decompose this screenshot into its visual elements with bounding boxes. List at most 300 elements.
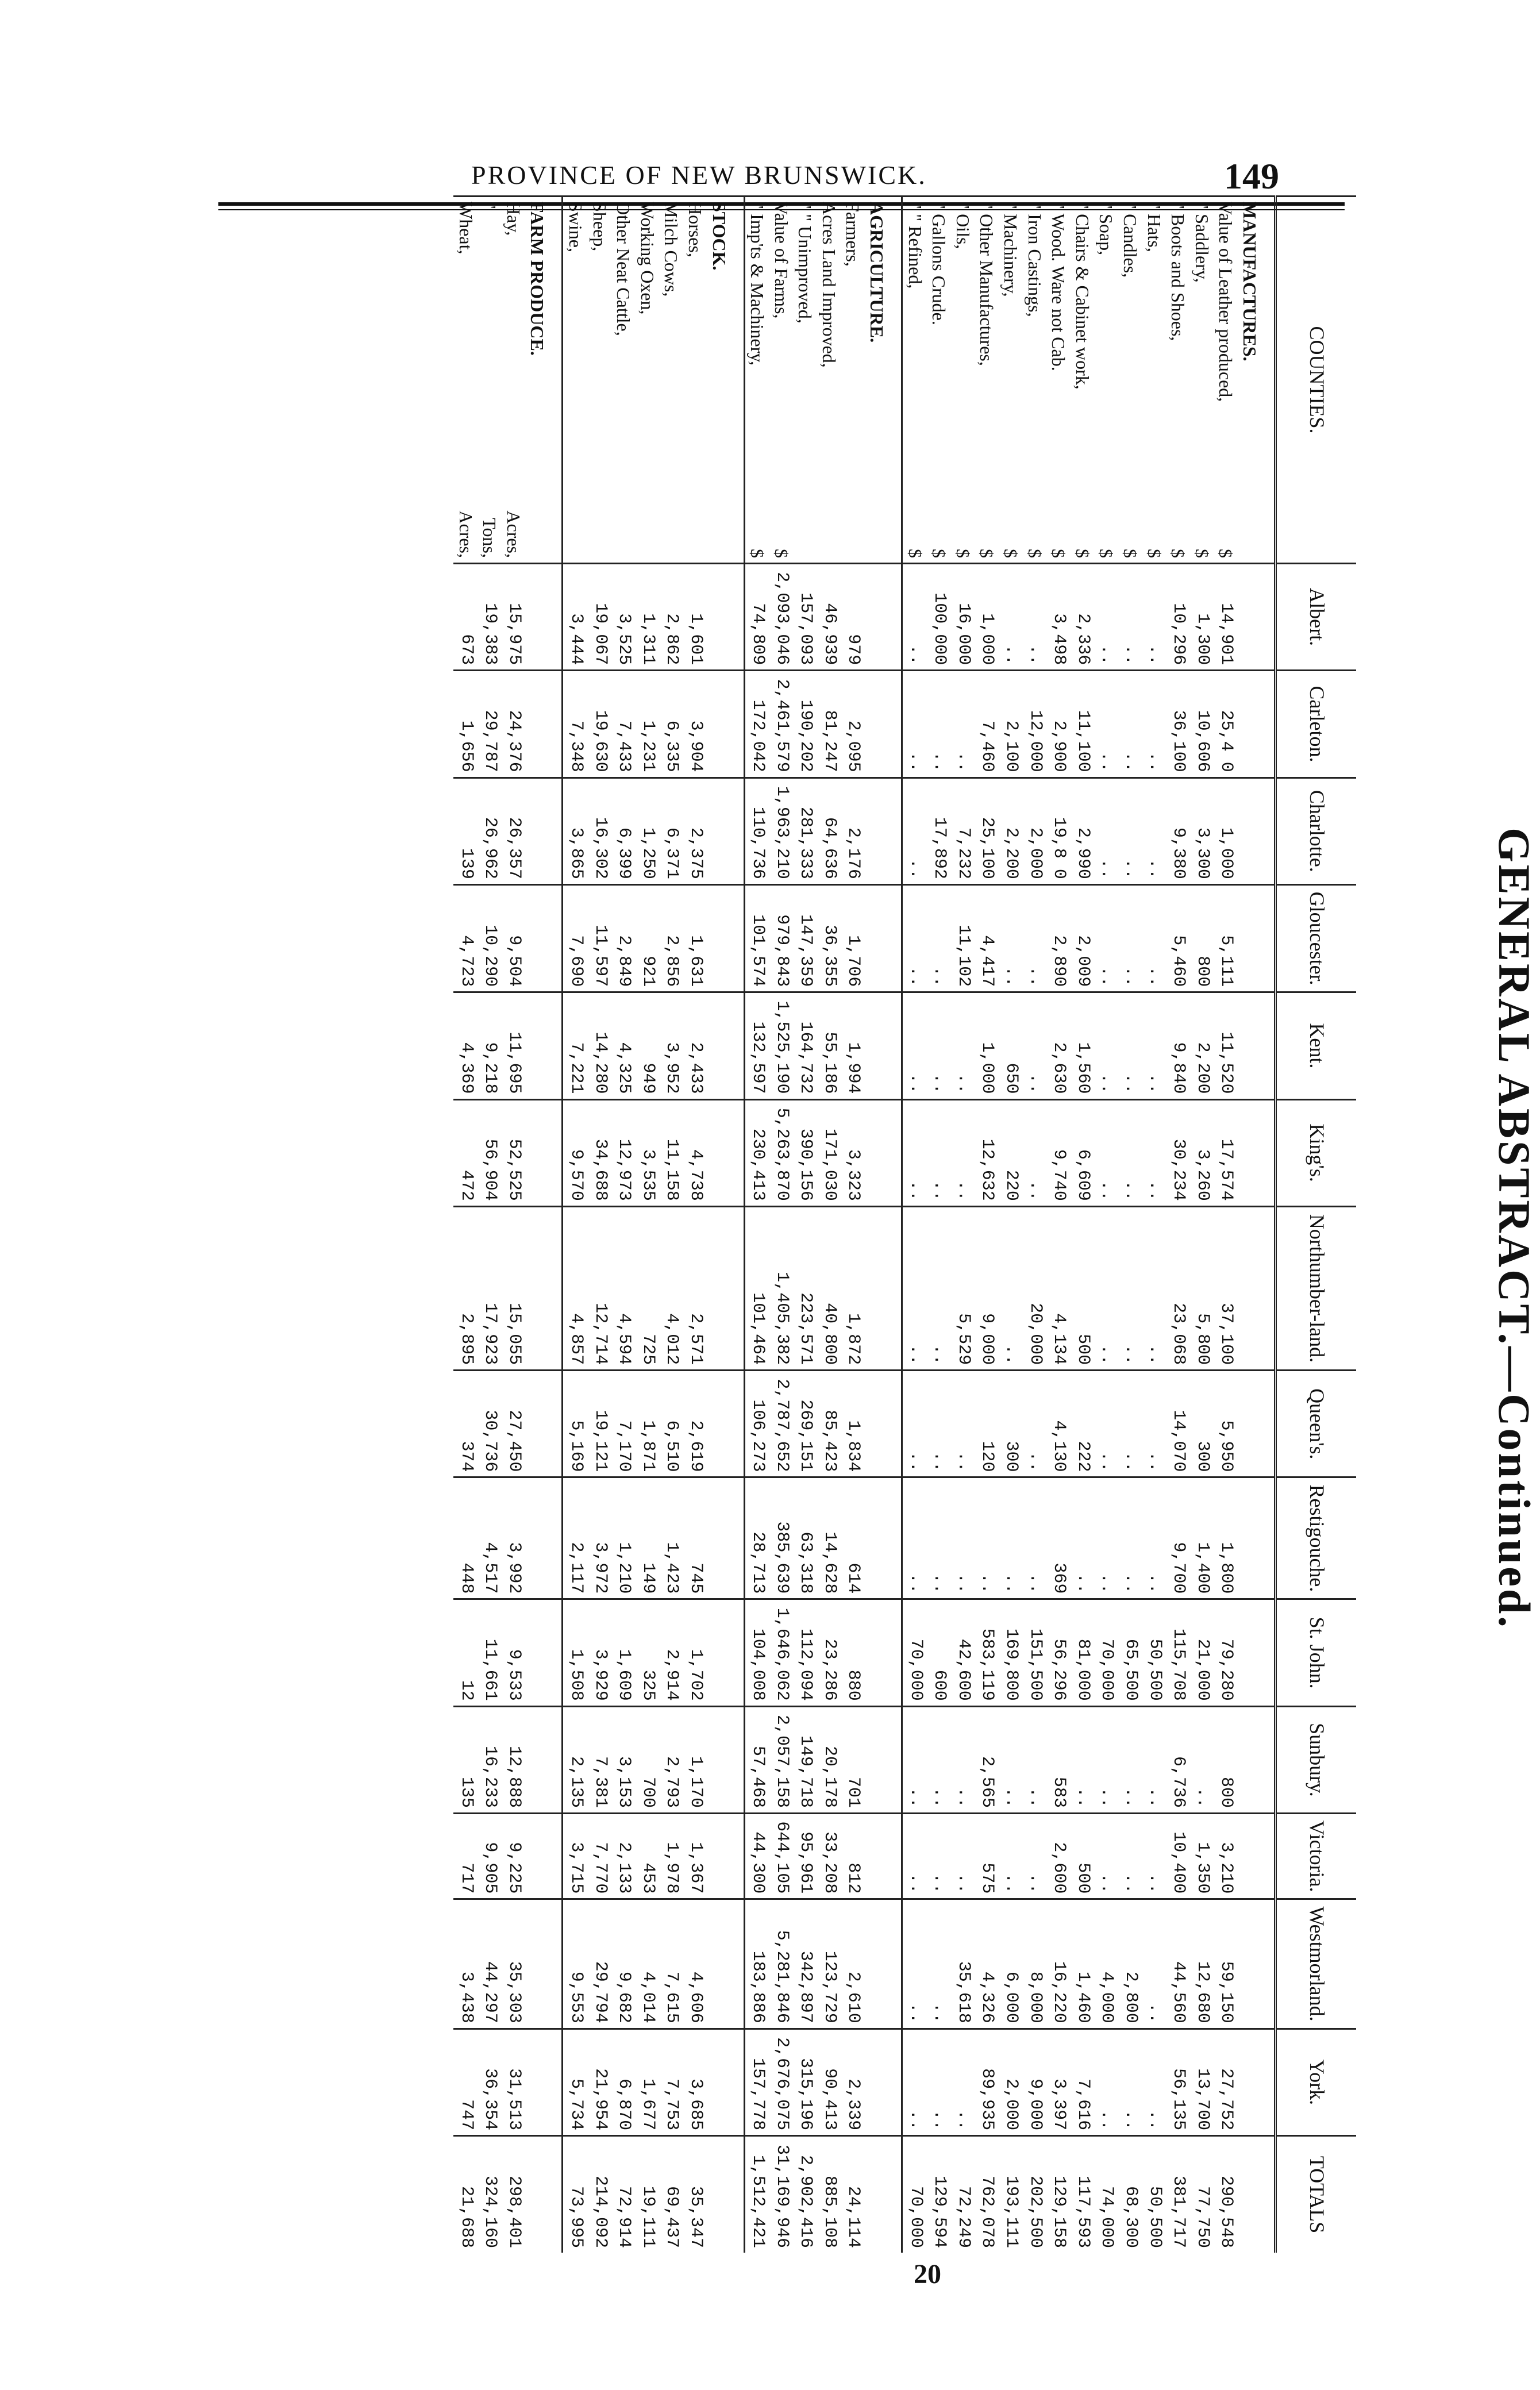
row-label-text: " Iron Castings, (1024, 202, 1045, 317)
column-header: Charlotte. (1276, 778, 1357, 884)
table-row (1046, 197, 1071, 2253)
value-cell: .. (950, 1477, 975, 1599)
value-cell: 9,000 (1022, 2029, 1046, 2135)
value-cell: 14,070 (1166, 1371, 1190, 1477)
total-cell: 1,512,421 (744, 2136, 769, 2253)
value-cell: 1,560 (1070, 992, 1094, 1099)
total-cell: 298,401 (501, 2136, 525, 2253)
row-unit: $ (904, 549, 926, 558)
value-cell: 4,857 (563, 1206, 587, 1370)
total-cell: 129,158 (1046, 2136, 1071, 2253)
value-cell: 644,105 (769, 1814, 793, 1899)
value-cell: 2,793 (659, 1706, 683, 1813)
value-cell: .. (1142, 884, 1166, 992)
table-row (927, 197, 951, 2253)
total-cell: 72,249 (950, 2136, 975, 2253)
value-cell: 20,178 (817, 1706, 841, 1813)
table-row (902, 197, 927, 2253)
value-cell: 2,856 (659, 884, 683, 992)
value-cell: .. (998, 1814, 1022, 1899)
value-cell: 2,610 (841, 1899, 865, 2029)
empty-cell (1237, 671, 1275, 778)
value-cell: 7,433 (611, 671, 636, 778)
row-label (744, 197, 769, 564)
value-cell: 6,399 (611, 778, 636, 884)
total-cell: 74,000 (1094, 2136, 1118, 2253)
row-label (683, 197, 707, 564)
value-cell: .. (1118, 1706, 1142, 1813)
table-body (453, 197, 1276, 2253)
value-cell: 183,886 (744, 1899, 769, 2029)
row-label-text: " Wood. Ware not Cab. (1048, 202, 1069, 371)
value-cell: 9,740 (1046, 1099, 1071, 1206)
value-cell: 151,500 (1022, 1599, 1046, 1706)
table-row (744, 197, 769, 2253)
value-cell: 745 (683, 1477, 707, 1599)
value-cell: .. (1022, 1371, 1046, 1477)
value-cell: 1,677 (635, 2029, 659, 2135)
value-cell: 19,383 (478, 564, 502, 671)
row-label (841, 197, 865, 564)
value-cell: 36,100 (1166, 671, 1190, 778)
value-cell: 16,302 (587, 778, 611, 884)
table-row (587, 197, 611, 2253)
value-cell: 74,809 (744, 564, 769, 671)
value-cell: .. (1118, 1099, 1142, 1206)
value-cell: 3,153 (611, 1706, 636, 1813)
value-cell: .. (1094, 1706, 1118, 1813)
empty-cell (525, 1099, 563, 1206)
value-cell: 3,210 (1214, 1814, 1238, 1899)
value-cell: 11,597 (587, 884, 611, 992)
value-cell: 4,014 (635, 1899, 659, 2029)
value-cell: 59,150 (1214, 1899, 1238, 2029)
value-cell: 157,093 (793, 564, 817, 671)
row-label-text: " Candles, (1120, 202, 1141, 278)
value-cell: 614 (841, 1477, 865, 1599)
page-number: 149 (1224, 156, 1279, 197)
value-cell: 2,000 (998, 2029, 1022, 2135)
row-label (950, 197, 975, 564)
value-cell: 4,606 (683, 1899, 707, 2029)
value-cell: 2,057,158 (769, 1706, 793, 1813)
row-label-text: " Hats, (1144, 202, 1165, 252)
value-cell: 12,632 (975, 1099, 999, 1206)
value-cell: 6,510 (659, 1371, 683, 1477)
empty-cell (707, 1706, 744, 1813)
value-cell: 33,208 (817, 1814, 841, 1899)
empty-cell (707, 884, 744, 992)
value-cell: 1,963,210 (769, 778, 793, 884)
row-unit: $ (1096, 549, 1117, 558)
value-cell: .. (1142, 1206, 1166, 1370)
value-cell: 9,570 (563, 1099, 587, 1206)
row-label-text: " " Unimproved, (795, 202, 816, 324)
total-cell: 885,108 (817, 2136, 841, 2253)
row-unit: $ (1215, 549, 1237, 558)
value-cell: 15,975 (501, 564, 525, 671)
total-cell: 19,111 (635, 2136, 659, 2253)
value-cell: .. (950, 1099, 975, 1206)
value-cell: .. (1022, 1477, 1046, 1599)
row-unit: $ (929, 549, 950, 558)
value-cell: 3,498 (1046, 564, 1071, 671)
row-label-text: " Oils, (952, 202, 973, 249)
value-cell: 7,170 (611, 1371, 636, 1477)
empty-cell (865, 2136, 902, 2253)
value-cell: 10,290 (478, 884, 502, 992)
value-cell: 9,218 (478, 992, 502, 1099)
value-cell: 1,871 (635, 1371, 659, 1477)
value-cell: .. (927, 884, 951, 992)
value-cell: 104,008 (744, 1599, 769, 1706)
total-cell: 77,750 (1189, 2136, 1214, 2253)
empty-cell (525, 671, 563, 778)
value-cell: 4,517 (478, 1477, 502, 1599)
value-cell: 453 (635, 1814, 659, 1899)
total-cell: 193,111 (998, 2136, 1022, 2253)
value-cell: 1,525,190 (769, 992, 793, 1099)
row-label-text: " Other Manufactures, (976, 202, 998, 366)
value-cell: 12 (453, 1599, 478, 1706)
row-unit: $ (747, 549, 768, 558)
row-label (1070, 197, 1094, 564)
value-cell: 269,151 (793, 1371, 817, 1477)
value-cell: 5,281,846 (769, 1899, 793, 2029)
value-cell: 10,606 (1189, 671, 1214, 778)
value-cell: 1,994 (841, 992, 865, 1099)
value-cell: .. (902, 1477, 927, 1599)
value-cell: 6,870 (611, 2029, 636, 2135)
value-cell: .. (1094, 1477, 1118, 1599)
value-cell: 17,892 (927, 778, 951, 884)
value-cell: 11,661 (478, 1599, 502, 1706)
column-header: St. John. (1276, 1599, 1357, 1706)
value-cell: 44,297 (478, 1899, 502, 2029)
value-cell: 7,753 (659, 2029, 683, 2135)
value-cell: 3,865 (563, 778, 587, 884)
empty-cell (707, 1599, 744, 1706)
value-cell: 147,359 (793, 884, 817, 992)
row-label (501, 197, 525, 564)
value-cell: .. (1022, 992, 1046, 1099)
value-cell: .. (1094, 1099, 1118, 1206)
value-cell: 28,713 (744, 1477, 769, 1599)
value-cell: 23,068 (1166, 1206, 1190, 1370)
value-cell: 10,400 (1166, 1814, 1190, 1899)
value-cell: 89,935 (975, 2029, 999, 2135)
empty-cell (525, 1477, 563, 1599)
abstract-table (453, 195, 1356, 2253)
row-label-text: Value of Farms, (771, 202, 792, 319)
row-unit: $ (952, 549, 973, 558)
value-cell: 342,897 (793, 1899, 817, 2029)
table-row (841, 197, 865, 2253)
empty-cell (865, 1477, 902, 1599)
value-cell: 157,778 (744, 2029, 769, 2135)
value-cell: 3,397 (1046, 2029, 1071, 2135)
value-cell: 139 (453, 778, 478, 884)
value-cell: 2,100 (998, 671, 1022, 778)
value-cell: 81,247 (817, 671, 841, 778)
value-cell: 2,630 (1046, 992, 1071, 1099)
value-cell: 1,400 (1189, 1477, 1214, 1599)
value-cell: 81,000 (1070, 1599, 1094, 1706)
row-unit: Acres, (455, 510, 476, 558)
value-cell: 95,961 (793, 1814, 817, 1899)
empty-cell (525, 778, 563, 884)
total-cell: 324,160 (478, 2136, 502, 2253)
value-cell: 4,325 (611, 992, 636, 1099)
row-label-text: " Chairs & Cabinet work, (1072, 202, 1093, 390)
value-cell: 2,375 (683, 778, 707, 884)
total-cell: 117,593 (1070, 2136, 1094, 2253)
value-cell: 2,619 (683, 1371, 707, 1477)
empty-cell (1237, 2136, 1275, 2253)
column-header: King's. (1276, 1099, 1357, 1206)
value-cell: 673 (453, 564, 478, 671)
value-cell: 9,700 (1166, 1477, 1190, 1599)
row-label-text: Value of Leather produced, (1215, 202, 1237, 402)
value-cell: .. (1022, 884, 1046, 992)
value-cell: 11,102 (950, 884, 975, 992)
empty-cell (1237, 564, 1275, 671)
value-cell: .. (902, 1206, 927, 1370)
value-cell: .. (902, 1099, 927, 1206)
value-cell: 55,186 (817, 992, 841, 1099)
row-label (769, 197, 793, 564)
value-cell: 7,616 (1070, 2029, 1094, 2135)
value-cell: .. (1142, 1371, 1166, 1477)
row-label (635, 197, 659, 564)
value-cell: 1,350 (1189, 1814, 1214, 1899)
empty-cell (1237, 1477, 1275, 1599)
value-cell: 1,000 (975, 992, 999, 1099)
value-cell: .. (1118, 884, 1142, 992)
value-cell: 3,323 (841, 1099, 865, 1206)
value-cell: 4,130 (1046, 1371, 1071, 1477)
running-head: PROVINCE OF NEW BRUNSWICK. (471, 160, 927, 190)
value-cell: .. (1094, 992, 1118, 1099)
value-cell: 40,800 (817, 1206, 841, 1370)
value-cell: 6,609 (1070, 1099, 1094, 1206)
value-cell: 3,300 (1189, 778, 1214, 884)
value-cell: .. (927, 1814, 951, 1899)
value-cell: 24,376 (501, 671, 525, 778)
value-cell: 9,840 (1166, 992, 1190, 1099)
value-cell: .. (950, 1706, 975, 1813)
row-label-text: Hay, (503, 202, 524, 236)
total-cell: 70,000 (902, 2136, 927, 2253)
value-cell: 35,618 (950, 1899, 975, 2029)
value-cell: 23,286 (817, 1599, 841, 1706)
value-cell: 29,787 (478, 671, 502, 778)
value-cell: .. (1118, 778, 1142, 884)
value-cell: 1,508 (563, 1599, 587, 1706)
value-cell: .. (1142, 671, 1166, 778)
value-cell: 63,318 (793, 1477, 817, 1599)
value-cell: .. (998, 1706, 1022, 1813)
column-header: Gloucester. (1276, 884, 1357, 992)
value-cell: 120 (975, 1371, 999, 1477)
value-cell: 3,685 (683, 2029, 707, 2135)
value-cell: 16,220 (1046, 1899, 1071, 2029)
empty-cell (865, 1099, 902, 1206)
value-cell: .. (1022, 1099, 1046, 1206)
total-cell: 68,300 (1118, 2136, 1142, 2253)
value-cell: 17,923 (478, 1206, 502, 1370)
value-cell: 3,929 (587, 1599, 611, 1706)
value-cell: 472 (453, 1099, 478, 1206)
value-cell: 3,715 (563, 1814, 587, 1899)
value-cell: 1,423 (659, 1477, 683, 1599)
value-cell: 132,597 (744, 992, 769, 1099)
value-cell: 11,695 (501, 992, 525, 1099)
table-row (453, 197, 478, 2253)
value-cell: 29,794 (587, 1899, 611, 2029)
value-cell: 1,000 (975, 564, 999, 671)
section-heading-row (525, 197, 563, 2253)
value-cell: 2,009 (1070, 884, 1094, 992)
total-cell: 69,437 (659, 2136, 683, 2253)
total-cell: 214,092 (587, 2136, 611, 2253)
value-cell: 374 (453, 1371, 478, 1477)
value-cell: 2,339 (841, 2029, 865, 2135)
value-cell: 9,905 (478, 1814, 502, 1899)
value-cell: 1,311 (635, 564, 659, 671)
value-cell: 34,688 (587, 1099, 611, 1206)
total-cell: 202,500 (1022, 2136, 1046, 2253)
row-label (793, 197, 817, 564)
value-cell: 9,380 (1166, 778, 1190, 884)
row-label (1118, 197, 1142, 564)
value-cell: .. (1070, 1706, 1094, 1813)
empty-cell (1237, 778, 1275, 884)
value-cell: 64,636 (817, 778, 841, 884)
value-cell: .. (1022, 1814, 1046, 1899)
value-cell: 2,900 (1046, 671, 1071, 778)
value-cell: .. (902, 564, 927, 671)
empty-cell (525, 564, 563, 671)
empty-cell (865, 778, 902, 884)
value-cell: 2,433 (683, 992, 707, 1099)
value-cell: .. (902, 1814, 927, 1899)
value-cell: 949 (635, 992, 659, 1099)
value-cell: 101,464 (744, 1206, 769, 1370)
table-title: GENERAL ABSTRACT.—Continued. (1489, 828, 1539, 1630)
table-row (563, 197, 587, 2253)
value-cell: .. (902, 1371, 927, 1477)
value-cell: .. (902, 992, 927, 1099)
total-cell: 381,717 (1166, 2136, 1190, 2253)
value-cell: 8,000 (1022, 1899, 1046, 2029)
value-cell: 725 (635, 1206, 659, 1370)
value-cell: 9,682 (611, 1899, 636, 2029)
value-cell: 2,135 (563, 1706, 587, 1813)
value-cell: 26,962 (478, 778, 502, 884)
value-cell: .. (1142, 1814, 1166, 1899)
value-cell: .. (927, 1899, 951, 2029)
row-unit: $ (1072, 549, 1093, 558)
value-cell: 5,263,870 (769, 1099, 793, 1206)
section-heading: MANUFACTURES. (1237, 197, 1275, 564)
empty-cell (707, 1099, 744, 1206)
value-cell: 149 (635, 1477, 659, 1599)
value-cell: 123,729 (817, 1899, 841, 2029)
total-cell: 50,500 (1142, 2136, 1166, 2253)
row-label-text: " Saddlery, (1191, 202, 1212, 283)
value-cell: 2,571 (683, 1206, 707, 1370)
value-cell: 7,232 (950, 778, 975, 884)
value-cell: .. (927, 2029, 951, 2135)
total-cell: 73,995 (563, 2136, 587, 2253)
value-cell: .. (998, 1477, 1022, 1599)
value-cell: 56,135 (1166, 2029, 1190, 2135)
rotated-table-block (230, 195, 1539, 2253)
value-cell: 2,336 (1070, 564, 1094, 671)
value-cell: 44,300 (744, 1814, 769, 1899)
value-cell: 1,210 (611, 1477, 636, 1599)
value-cell: .. (1094, 2029, 1118, 2135)
row-label-text: Working Oxen, (637, 202, 658, 315)
empty-cell (525, 2029, 563, 2135)
value-cell: 16,233 (478, 1706, 502, 1813)
table-row (793, 197, 817, 2253)
value-cell: 12,714 (587, 1206, 611, 1370)
value-cell: 42,600 (950, 1599, 975, 1706)
value-cell: 223,571 (793, 1206, 817, 1370)
value-cell: .. (1118, 1814, 1142, 1899)
value-cell: 1,872 (841, 1206, 865, 1370)
value-cell: 6,000 (998, 1899, 1022, 2029)
value-cell: 12,000 (1022, 671, 1046, 778)
value-cell: 300 (998, 1371, 1022, 1477)
value-cell: .. (950, 992, 975, 1099)
table-row (1189, 197, 1214, 2253)
value-cell: 1,000 (1214, 778, 1238, 884)
value-cell: 2,176 (841, 778, 865, 884)
value-cell: 10,296 (1166, 564, 1190, 671)
column-header-counties: COUNTIES. (1276, 197, 1357, 564)
row-label (587, 197, 611, 564)
column-header: Carleton. (1276, 671, 1357, 778)
value-cell: 812 (841, 1814, 865, 1899)
value-cell: 30,234 (1166, 1099, 1190, 1206)
value-cell: 3,260 (1189, 1099, 1214, 1206)
value-cell: 7,381 (587, 1706, 611, 1813)
value-cell: 70,000 (1094, 1599, 1118, 1706)
table-row (1118, 197, 1142, 2253)
value-cell: 701 (841, 1706, 865, 1813)
column-header: Westmorland. (1276, 1899, 1357, 2029)
value-cell: 1,800 (1214, 1477, 1238, 1599)
value-cell: 6,335 (659, 671, 683, 778)
value-cell: 325 (635, 1599, 659, 1706)
value-cell: .. (902, 778, 927, 884)
value-cell: 979,843 (769, 884, 793, 992)
value-cell: .. (1142, 1899, 1166, 2029)
value-cell: 300 (1189, 1371, 1214, 1477)
row-label-text: Wheat, (455, 202, 476, 255)
empty-cell (1237, 1899, 1275, 2029)
value-cell: 27,752 (1214, 2029, 1238, 2135)
column-header: Queen's. (1276, 1371, 1357, 1477)
value-cell: 17,574 (1214, 1099, 1238, 1206)
table-row (1166, 197, 1190, 2253)
value-cell: 369 (1046, 1477, 1071, 1599)
table-row (1094, 197, 1118, 2253)
section-heading-row (1237, 197, 1275, 2253)
